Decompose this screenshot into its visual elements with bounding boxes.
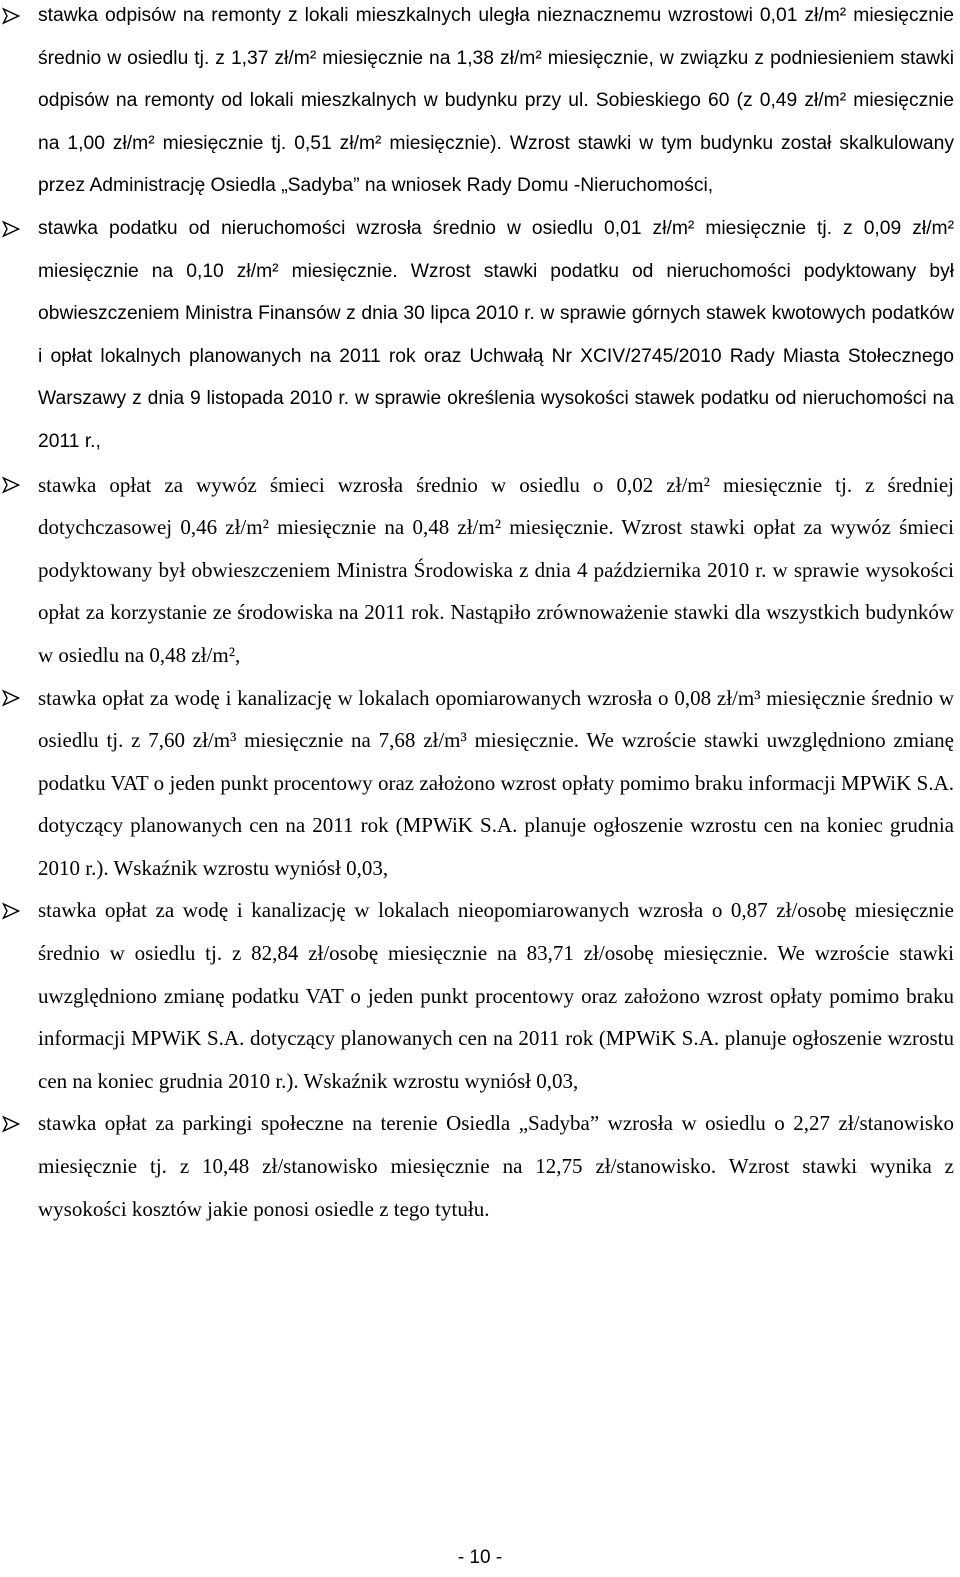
list-item-text: stawka opłat za wywóz śmieci wzrosła średnio w osiedlu o 0,02 zł/m² miesięcznie tj. z średniej dotychczasowej 0,46 zł/m² miesięcznie na 0,48 zł/m² miesięcznie. Wzrost stawki opłat za wywóz śmieci podyktowany był obwieszczeniem Ministra Środowiska z dnia 4 października 2010 r. w sprawie wysokości opłat za korzystanie ze środowiska na 2011 rok. Nastąpiło zrównoważenie stawki dla wszystkich budynków w osiedlu na 0,48 zł/m², <box>38 472 954 667</box>
arrowhead-bullet-icon <box>2 1102 22 1145</box>
list-item-text: stawka opłat za wodę i kanalizację w lokalach nieopomiarowanych wzrosła o 0,87 zł/osobę miesięcznie średnio w osiedlu tj. z 82,84 zł/osobę miesięcznie na 83,71 zł/osobę miesięcznie. We wzroście stawki uwzględniono zmianę podatku VAT o jeden punkt procentowy oraz założono wzrost opłaty pomimo braku informacji MPWiK S.A. dotyczący planowanych cen na 2011 rok (MPWiK S.A. planuje ogłoszenie wzrostu cen na koniec grudnia 2010 r.). Wskaźnik wzrostu wyniósł 0,03, <box>38 898 954 1093</box>
list-item-text: stawka odpisów na remonty z lokali mieszkalnych uległa nieznacznemu wzrostowi 0,01 zł/m² miesięcznie średnio w osiedlu tj. z 1,37 zł/m² miesięcznie na 1,38 zł/m² miesięcznie, w związku z podniesieniem stawki odpisów na remonty od lokali mieszkalnych w budynku przy ul. Sobieskiego 60 (z 0,49 zł/m² miesięcznie na 1,00 zł/m² miesięcznie tj. 0,51 zł/m² miesięcznie). Wzrost stawki w tym budynku został skalkulowany przez Administrację Osiedla „Sadyba” na wniosek Rady Domu -Nieruchomości, <box>38 5 954 197</box>
arrowhead-bullet-icon <box>2 889 22 932</box>
list-item-water-metered <box>0 677 960 890</box>
list-item-text: stawka podatku od nieruchomości wzrosła średnio w osiedlu 0,01 zł/m² miesięcznie tj. z 0,09 zł/m² miesięcznie na 0,10 zł/m² miesięcznie. Wzrost stawki podatku od nieruchomości podyktowany był obwieszczeniem Ministra Finansów z dnia 30 lipca 2010 r. w sprawie górnych stawek kwotowych podatków i opłat lokalnych planowanych na 2011 rok oraz Uchwałą Nr XCIV/2745/2010 Rady Miasta Stołecznego Warszawy z dnia 9 listopada 2010 r. w sprawie określenia wysokości stawek podatku od nieruchomości na 2011 r., <box>38 217 954 452</box>
list-item-waste-collection <box>0 464 960 677</box>
arrowhead-bullet-icon <box>2 464 22 507</box>
list-item-water-unmetered <box>0 889 960 1102</box>
arrowhead-bullet-icon <box>2 208 22 251</box>
list-item-parking <box>0 1102 960 1230</box>
list-item-text: stawka opłat za wodę i kanalizację w lokalach opomiarowanych wzrosła o 0,08 zł/m³ miesięcznie średnio w osiedlu tj. z 7,60 zł/m³ miesięcznie na 7,68 zł/m³ miesięcznie. We wzroście stawki uwzględniono zmianę podatku VAT o jeden punkt procentowy oraz założono wzrost opłaty pomimo braku informacji MPWiK S.A. dotyczący planowanych cen na 2011 rok (MPWiK S.A. planuje ogłoszenie wzrostu cen na koniec grudnia 2010 r.). Wskaźnik wzrostu wyniósł 0,03, <box>38 685 954 880</box>
list-item-renovation-fund <box>0 0 960 208</box>
arrowhead-bullet-icon <box>2 0 22 38</box>
page-number: - 10 - <box>457 1547 503 1568</box>
list-item-text: stawka opłat za parkingi społeczne na terenie Osiedla „Sadyba” wzrosła w osiedlu o 2,27 zł/stanowisko miesięcznie tj. z 10,48 zł/stanowisko miesięcznie na 12,75 zł/stanowisko. Wzrost stawki wynika z wysokości kosztów jakie ponosi osiedle z tego tytułu. <box>38 1111 954 1221</box>
list-item-property-tax <box>0 208 960 464</box>
arrowhead-bullet-icon <box>2 677 22 720</box>
